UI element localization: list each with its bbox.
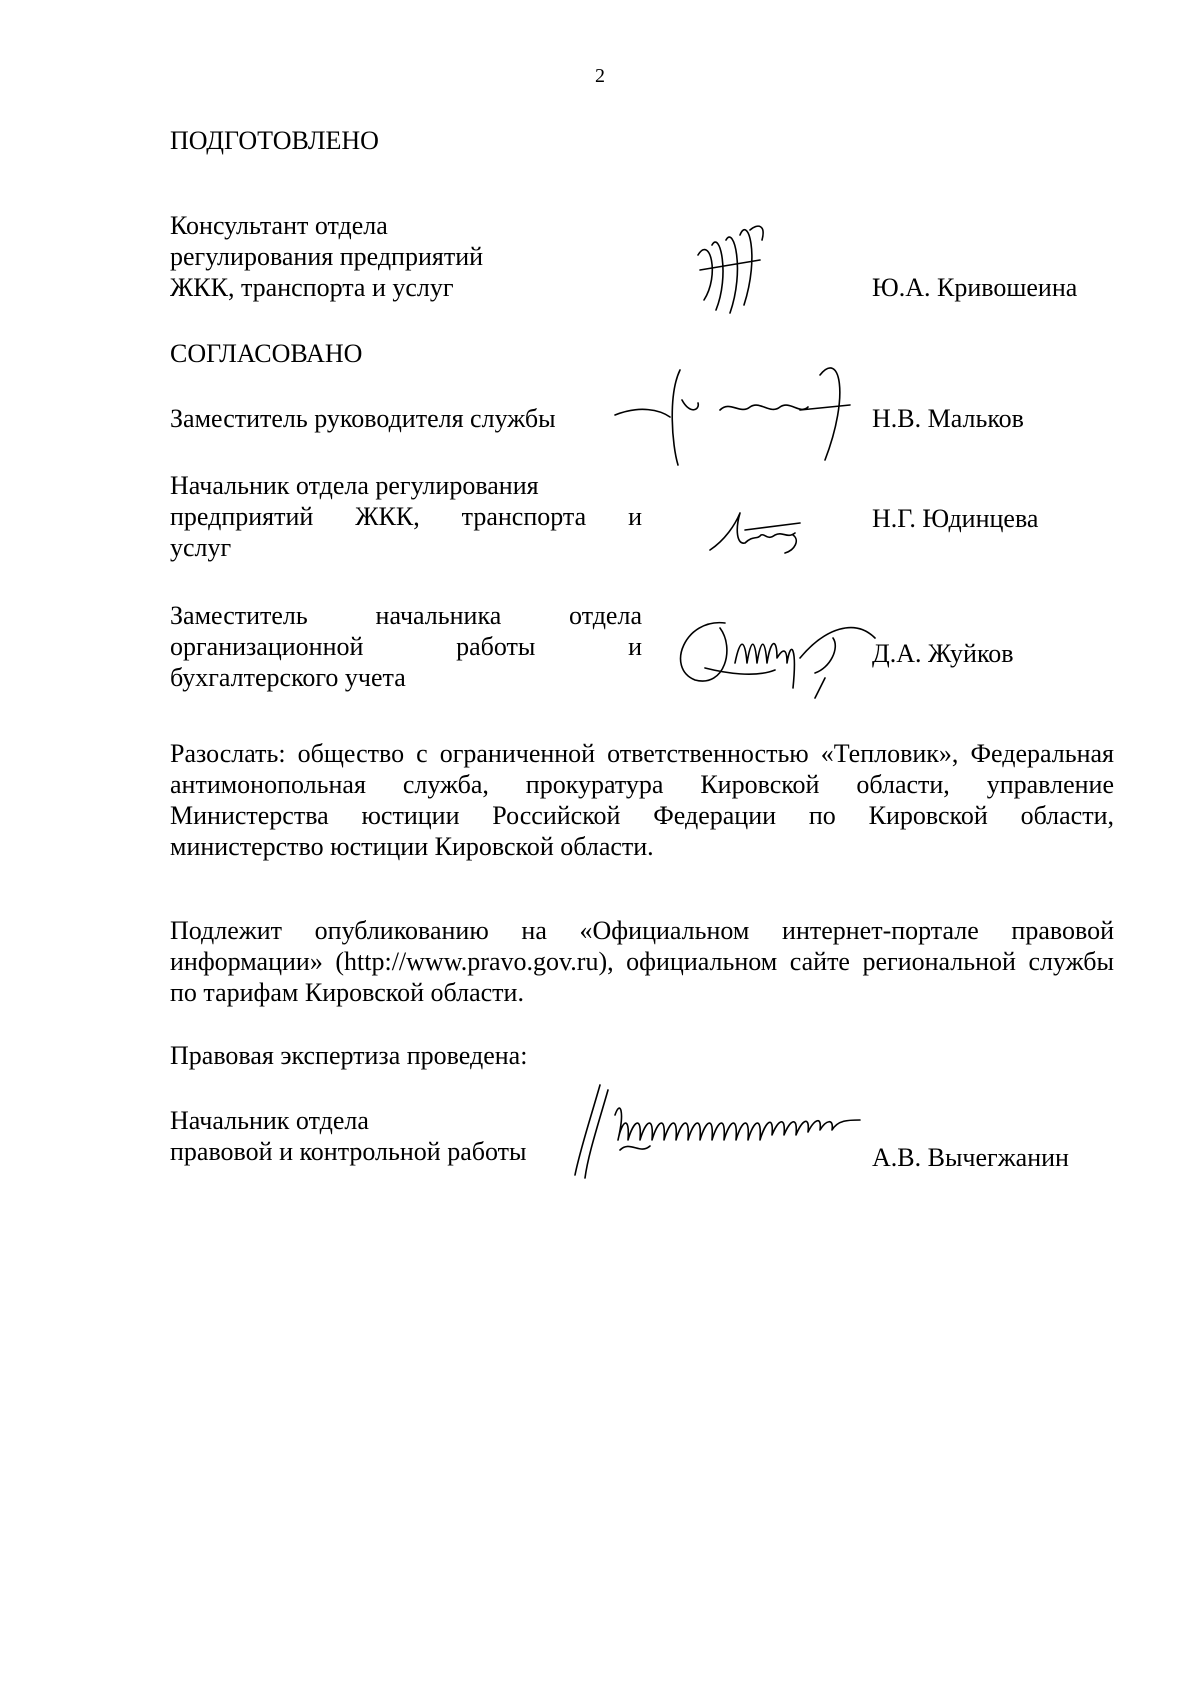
legal-review-name: А.В. Вычегжанин — [872, 1143, 1069, 1172]
page-number: 2 — [595, 65, 605, 87]
signatory-2-position-line-3: услуг — [170, 533, 232, 562]
signatory-1-name: Н.В. Мальков — [872, 404, 1024, 433]
signatory-2-position-line-2: предприятий ЖКК, транспорта и — [170, 502, 642, 531]
legal-review-position-line-1: Начальник отдела — [170, 1106, 369, 1135]
prepared-name: Ю.А. Кривошеина — [872, 273, 1078, 302]
publication-paragraph: Подлежит опубликованию на «Официальном интернет-портале правовой информации» (http://www.pravo.gov.ru), официальном сайте региональной службы по тарифам Кировской области. — [170, 916, 1114, 1007]
prepared-position-line-2: регулирования предприятий — [170, 242, 484, 271]
signatory-3-position-line-2: организационной работы и — [170, 632, 642, 661]
signature-malkov — [610, 355, 890, 475]
prepared-position-line-3: ЖКК, транспорта и услуг — [170, 273, 454, 302]
signature-krivosheina — [690, 215, 770, 315]
signatory-3-name: Д.А. Жуйков — [872, 639, 1014, 668]
legal-review-position-line-2: правовой и контрольной работы — [170, 1137, 527, 1166]
distribution-paragraph: Разослать: общество с ограниченной ответственностью «Тепловик», Федеральная антимонопольная служба, прокуратура Кировской области, управление Министерства юстиции Российской Федерации по Кировской области, министерство юстиции Кировской области. — [170, 739, 1114, 861]
signature-vychegzhanin — [560, 1080, 890, 1180]
signatory-1-position: Заместитель руководителя службы — [170, 404, 556, 433]
signatory-3-position-line-3: бухгалтерского учета — [170, 663, 406, 692]
legal-review-statement: Правовая экспертиза проведена: — [170, 1041, 528, 1070]
signatory-3-position — [170, 600, 642, 693]
prepared-position-line-1: Консультант отдела — [170, 211, 388, 240]
signatory-3-position-line-1: Заместитель начальника отдела — [170, 601, 642, 630]
signatory-2-name: Н.Г. Юдинцева — [872, 504, 1039, 533]
prepared-heading: ПОДГОТОВЛЕНО — [170, 126, 379, 155]
signatory-2-position-line-1: Начальник отдела регулирования — [170, 471, 539, 500]
signatory-2-position — [170, 470, 642, 563]
signature-yudintseva — [705, 505, 815, 560]
signature-zhuikov — [665, 608, 885, 698]
prepared-position — [170, 210, 642, 303]
agreed-heading: СОГЛАСОВАНО — [170, 339, 363, 368]
